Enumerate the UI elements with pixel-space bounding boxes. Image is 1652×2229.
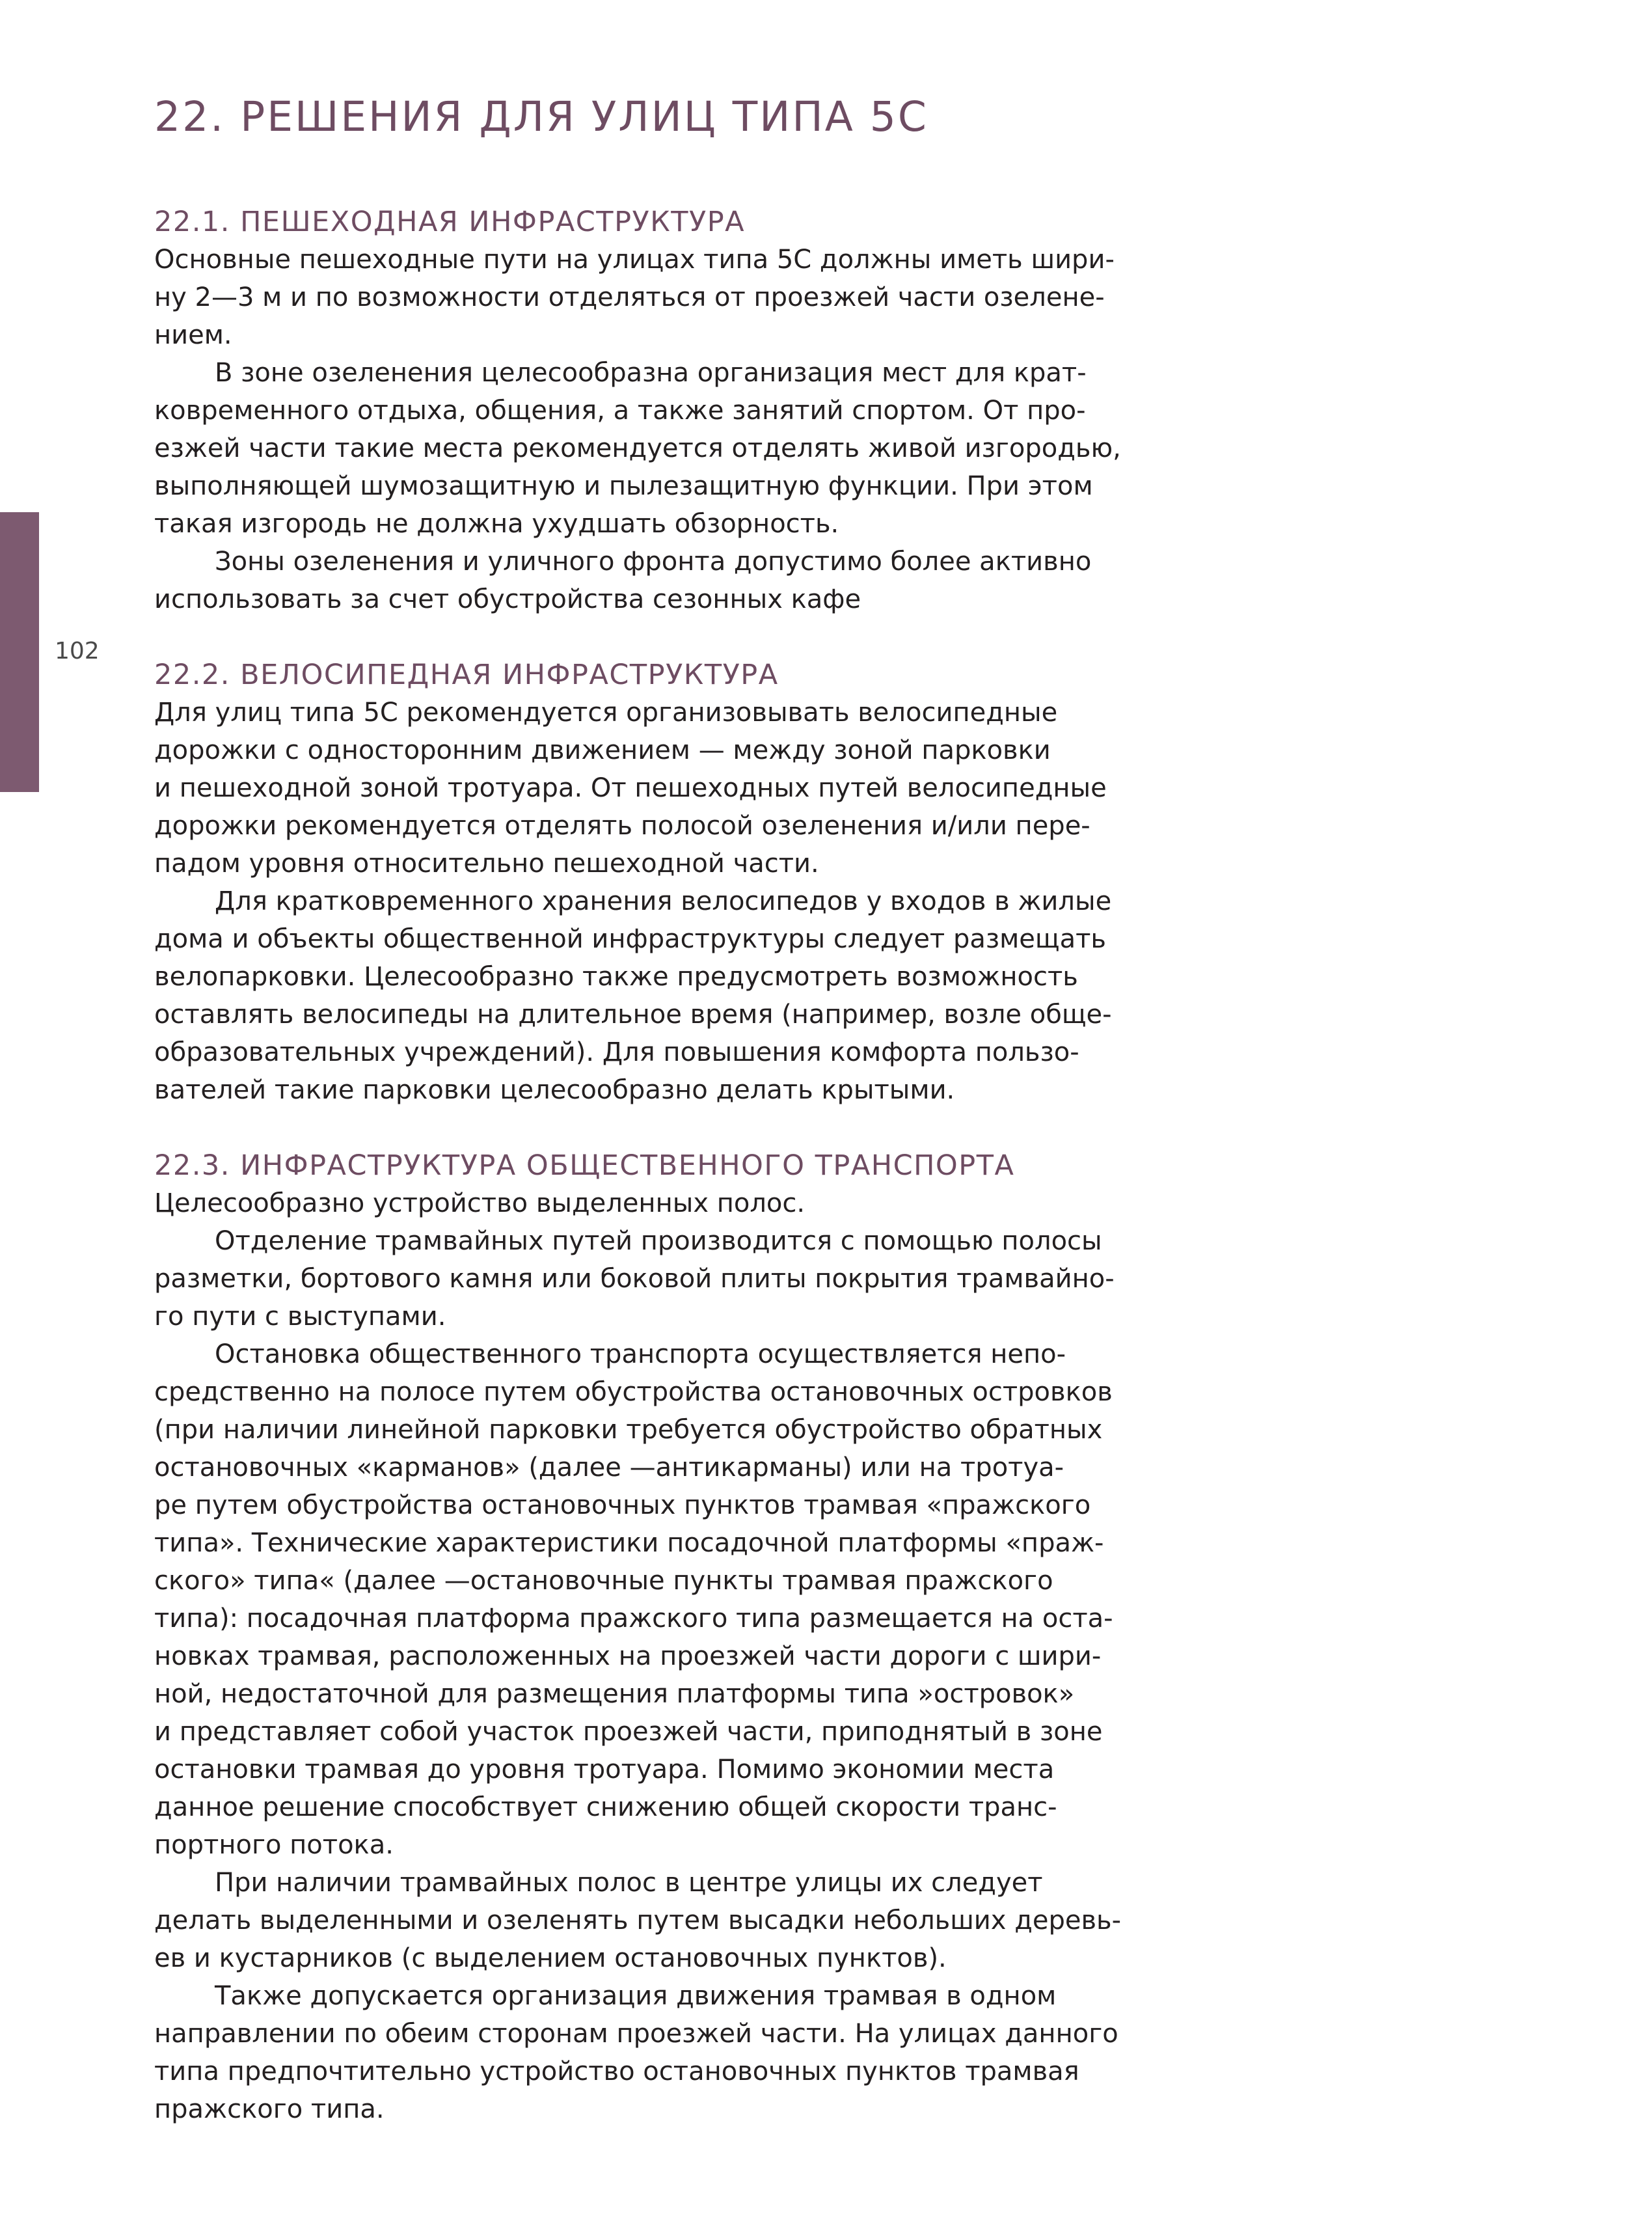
text-line: В зоне озеленения целесообразна организация мест для крат- (215, 358, 1087, 388)
text-line: остановочных «карманов» (далее —антикарманы) или на тротуа- (154, 1453, 1064, 1483)
text-line: Основные пешеходные пути на улицах типа 5С должны иметь шири- (154, 245, 1115, 275)
text-line: делать выделенными и озеленять путем высадки небольших деревь- (154, 1906, 1122, 1935)
paragraph (154, 1222, 1169, 1335)
text-line: Остановка общественного транспорта осуществляется непо- (215, 1339, 1066, 1369)
text-line: выполняющей шумозащитную и пылезащитную функции. При этом (154, 471, 1093, 501)
paragraph (154, 241, 1169, 354)
text-line: и пешеходной зоной тротуара. От пешеходных путей велосипедные (154, 773, 1107, 803)
text-line: разметки, бортового камня или боковой плиты покрытия трамвайно- (154, 1264, 1115, 1294)
text-line: типа». Технические характеристики посадочной платформы «праж- (154, 1528, 1104, 1558)
paragraph (154, 1335, 1169, 1864)
text-line: ре путем обустройства остановочных пунктов трамвая «пражского (154, 1490, 1091, 1520)
text-line: Зоны озеленения и уличного фронта допустимо более активно (215, 547, 1092, 577)
text-line: дома и объекты общественной инфраструктуры следует размещать (154, 924, 1106, 954)
section-bicycle (154, 656, 1169, 1109)
paragraph (154, 882, 1169, 1109)
text-line: Для улиц типа 5С рекомендуется организовывать велосипедные (154, 698, 1058, 728)
text-line: дорожки с односторонним движением — между зоной парковки (154, 735, 1051, 765)
text-line: новках трамвая, расположенных на проезжей части дороги с шири- (154, 1641, 1102, 1671)
text-line: направлении по обеим сторонам проезжей части. На улицах данного (154, 2019, 1118, 2049)
text-line: При наличии трамвайных полос в центре улицы их следует (215, 1868, 1043, 1898)
text-line: Также допускается организация движения трамвая в одном (215, 1981, 1057, 2011)
text-line: нием. (154, 320, 232, 350)
text-line: езжей части такие места рекомендуется отделять живой изгородью, (154, 433, 1121, 463)
text-line: средственно на полосе путем обустройства остановочных островков (154, 1377, 1113, 1407)
text-line: ковременного отдыха, общения, а также занятий спортом. От про- (154, 396, 1086, 426)
page-content (154, 91, 1169, 2128)
section-title: 22.3. ИНФРАСТРУКТУРА ОБЩЕСТВЕННОГО ТРАНСПОРТА (154, 1149, 1015, 1182)
paragraph (154, 354, 1169, 543)
text-line: дорожки рекомендуется отделять полосой озеленения и/или пере- (154, 811, 1090, 841)
paragraph (154, 543, 1169, 618)
text-line: (при наличии линейной парковки требуется обустройство обратных (154, 1415, 1103, 1445)
paragraph (154, 1184, 1169, 1222)
text-line: ной, недостаточной для размещения платформы типа »островок» (154, 1679, 1075, 1709)
paragraph (154, 1977, 1169, 2128)
section-spacer (154, 618, 1169, 656)
text-line: ну 2—3 м и по возможности отделяться от проезжей части озелене- (154, 282, 1105, 312)
page-number: 102 (55, 638, 100, 664)
text-line: и представляет собой участок проезжей части, приподнятый в зоне (154, 1717, 1103, 1747)
text-line: пражского типа. (154, 2094, 385, 2124)
chapter-title: 22. РЕШЕНИЯ ДЛЯ УЛИЦ ТИПА 5С (154, 93, 928, 141)
text-line: вателей такие парковки целесообразно делать крытыми. (154, 1075, 955, 1105)
paragraph (154, 1864, 1169, 1977)
section-title: 22.2. ВЕЛОСИПЕДНАЯ ИНФРАСТРУКТУРА (154, 659, 779, 691)
text-line: Целесообразно устройство выделенных полос. (154, 1188, 806, 1218)
text-line: портного потока. (154, 1830, 394, 1860)
text-line: Для кратковременного хранения велосипедов у входов в жилые (215, 886, 1112, 916)
text-line: го пути с выступами. (154, 1302, 446, 1332)
text-line: использовать за счет обустройства сезонных кафе (154, 584, 861, 614)
chapter-side-band (0, 512, 39, 792)
text-line: типа): посадочная платформа пражского типа размещается на оста- (154, 1604, 1113, 1634)
section-pedestrian (154, 203, 1169, 618)
text-line: ев и кустарников (с выделением остановочных пунктов). (154, 1943, 947, 1973)
text-line: оставлять велосипеды на длительное время (например, возле обще- (154, 1000, 1112, 1030)
text-line: такая изгородь не должна ухудшать обзорность. (154, 509, 839, 539)
text-line: данное решение способствует снижению общей скорости транс- (154, 1792, 1057, 1822)
text-line: ского» типа« (далее —остановочные пункты трамвая пражского (154, 1566, 1053, 1596)
text-line: образовательных учреждений). Для повышения комфорта пользо- (154, 1037, 1079, 1067)
text-line: остановки трамвая до уровня тротуара. Помимо экономии места (154, 1755, 1055, 1785)
text-line: типа предпочтительно устройство остановочных пунктов трамвая (154, 2057, 1079, 2086)
section-public-transport (154, 1147, 1169, 2128)
text-line: велопарковки. Целесообразно также предусмотреть возможность (154, 962, 1078, 992)
section-spacer (154, 1109, 1169, 1147)
text-line: Отделение трамвайных путей производится с помощью полосы (215, 1226, 1102, 1256)
text-line: падом уровня относительно пешеходной части. (154, 849, 819, 879)
section-title: 22.1. ПЕШЕХОДНАЯ ИНФРАСТРУКТУРА (154, 206, 746, 238)
paragraph (154, 694, 1169, 882)
